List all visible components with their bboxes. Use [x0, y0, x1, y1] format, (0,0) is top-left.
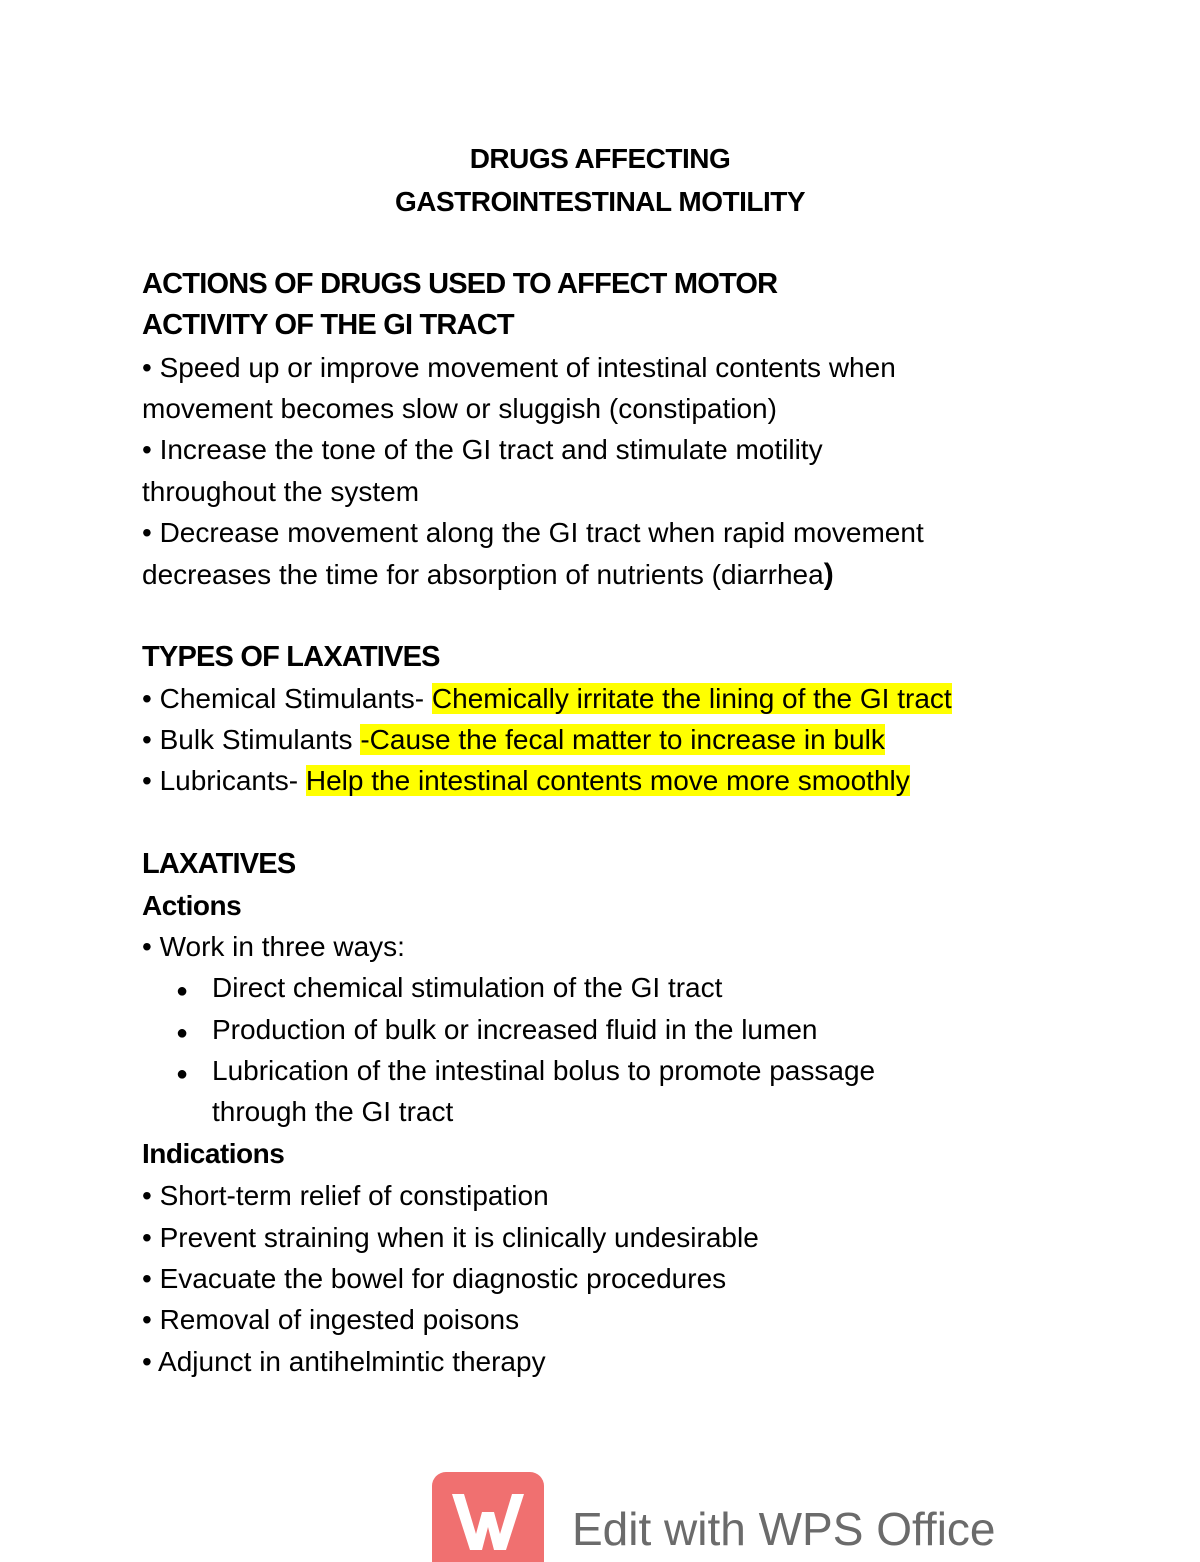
section-heading-laxatives: LAXATIVES [142, 848, 296, 880]
body-line: • Speed up or improve movement of intestinal contents when [142, 352, 896, 383]
wps-logo-glyph [432, 1472, 544, 1562]
bullet: • [142, 683, 152, 714]
document-title-line-2: GASTROINTESTINAL MOTILITY [394, 186, 806, 217]
action-list-item: Direct chemical stimulation of the GI tract [212, 972, 723, 1003]
indication-item: • Adjunct in antihelmintic therapy [142, 1346, 546, 1377]
section-heading-actions-line-1: ACTIONS OF DRUGS USED TO AFFECT MOTOR [142, 268, 778, 300]
body-text: • Decrease movement along the GI tract when rapid movement [142, 517, 924, 548]
action-list-item: Lubrication of the intestinal bolus to promote passage [212, 1055, 876, 1086]
section-heading-types-of-laxatives: TYPES OF LAXATIVES [142, 641, 440, 673]
watermark-text[interactable]: Edit with WPS Office [572, 1503, 996, 1555]
laxative-type-item [142, 683, 952, 715]
body-line [142, 558, 834, 592]
indication-item: • Prevent straining when it is clinically undesirable [142, 1222, 759, 1253]
bullet-icon: ● [176, 1063, 189, 1085]
indication-item: • Removal of ingested poisons [142, 1304, 520, 1335]
bullet-icon: ● [176, 980, 189, 1002]
laxative-type-label: Bulk Stimulants [151, 724, 361, 755]
section-heading-actions-line-2: ACTIVITY OF THE GI TRACT [142, 309, 514, 341]
action-list-item: Production of bulk or increased fluid in the lumen [212, 1014, 818, 1045]
indication-item: • Evacuate the bowel for diagnostic procedures [142, 1263, 727, 1294]
laxative-type-label: Lubricants- [151, 765, 306, 796]
bullet: • [142, 724, 152, 755]
subheading-actions: Actions [142, 890, 242, 921]
laxative-type-item [142, 724, 885, 756]
bullet-icon: ● [176, 1022, 189, 1044]
laxative-type-item [142, 765, 910, 797]
wps-logo-icon[interactable] [432, 1472, 544, 1562]
highlighted-description: -Cause the fecal matter to increase in bulk [360, 724, 885, 755]
document-title-line-1: DRUGS AFFECTING [469, 143, 731, 174]
body-line: • Increase the tone of the GI tract and stimulate motility [142, 434, 823, 465]
laxative-type-label: Chemical Stimulants- [151, 683, 432, 714]
body-text: decreases the time for absorption of nutrients (diarrhea [142, 559, 824, 590]
body-line: movement becomes slow or sluggish (constipation) [142, 393, 777, 424]
bullet: • [142, 765, 152, 796]
closing-parenthesis: ) [823, 558, 834, 591]
subheading-indications: Indications [142, 1138, 285, 1169]
body-line: • Work in three ways: [142, 931, 405, 962]
highlighted-description: Help the intestinal contents move more smoothly [305, 765, 910, 796]
body-line: throughout the system [142, 476, 420, 507]
action-list-item-continuation: through the GI tract [212, 1096, 454, 1127]
indication-item: • Short-term relief of constipation [142, 1180, 549, 1211]
highlighted-description: Chemically irritate the lining of the GI tract [431, 683, 952, 714]
body-line [142, 517, 924, 549]
